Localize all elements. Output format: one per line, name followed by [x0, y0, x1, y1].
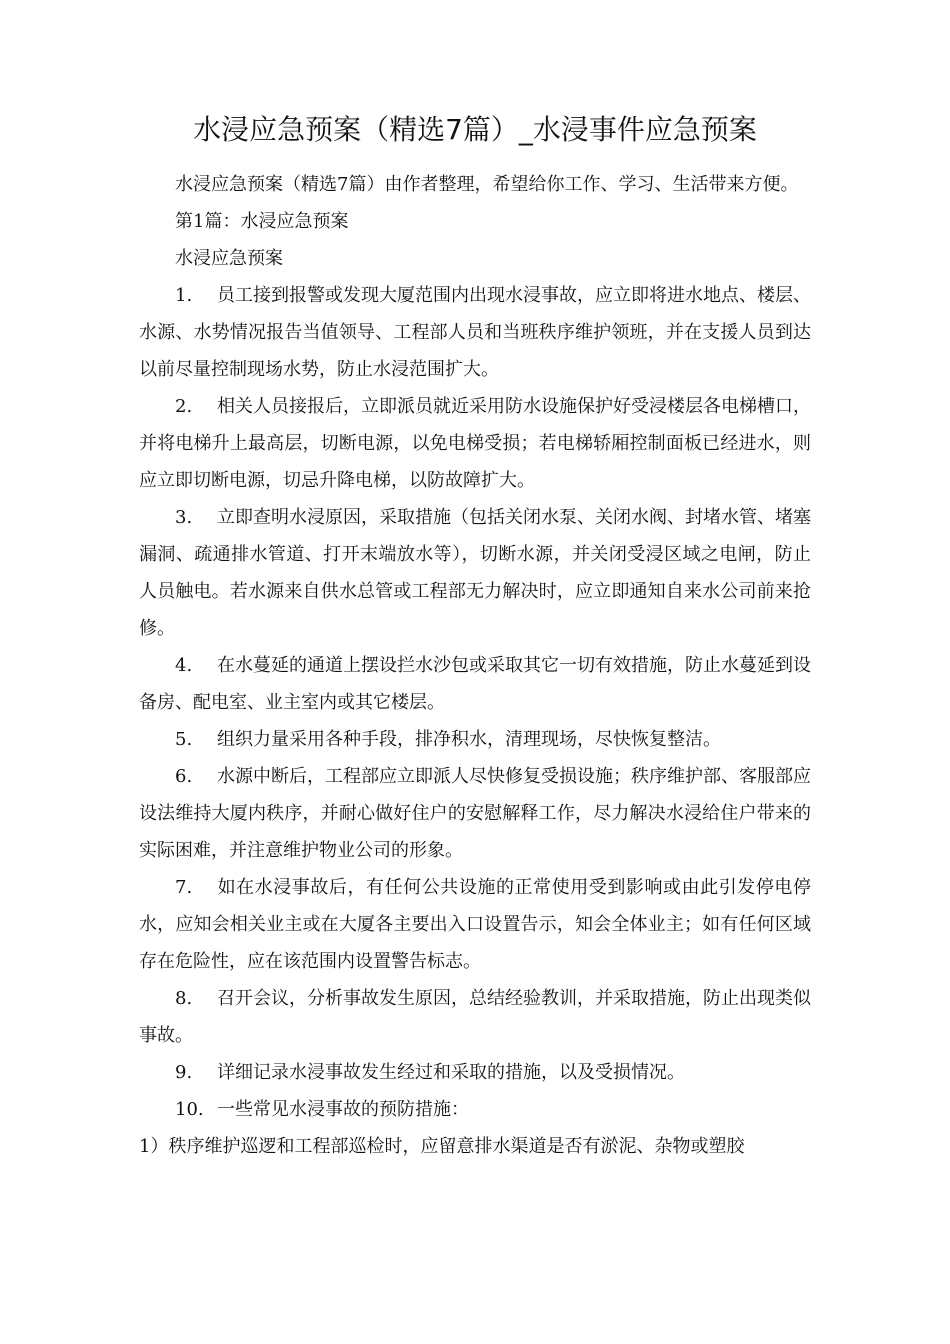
item-number: 4.	[175, 655, 193, 676]
item-text: 如在水浸事故后，有任何公共设施的正常使用受到影响或由此引发停电停水，应知会相关业主或在大厦各主要出入口设置告示，知会全体业主；如有任何区域存在危险性，应在该范围内设置警告标志。	[139, 877, 811, 972]
item-number: 5.	[175, 729, 193, 750]
item-text: 水源中断后，工程部应立即派人尽快修复受损设施；秩序维护部、客服部应设法维持大厦内秩序，并耐心做好住户的安慰解释工作，尽力解决水浸给住户带来的实际困难，并注意维护物业公司的形象。	[139, 766, 811, 861]
list-item	[139, 388, 811, 499]
list-item	[139, 758, 811, 869]
list-item	[139, 980, 811, 1054]
sub-item-text: 1）秩序维护巡逻和工程部巡检时，应留意排水渠道是否有淤泥、杂物或塑胶	[139, 1136, 745, 1157]
item-text: 员工接到报警或发现大厦范围内出现水浸事故，应立即将进水地点、楼层、水源、水势情况报告当值领导、工程部人员和当班秩序维护领班，并在支援人员到达以前尽量控制现场水势，防止水浸范围扩大。	[139, 285, 811, 380]
list-item	[139, 869, 811, 980]
list-item	[139, 721, 811, 758]
item-text: 立即查明水浸原因，采取措施（包括关闭水泵、关闭水阀、封堵水管、堵塞漏洞、疏通排水管道、打开末端放水等），切断水源，并关闭受浸区域之电闸，防止人员触电。若水源来自供水总管或工程部无力解决时，应立即通知自来水公司前来抢修。	[139, 507, 811, 639]
document-title: 水浸应急预案（精选7篇）_水浸事件应急预案	[193, 113, 757, 146]
item-number: 3.	[175, 507, 193, 528]
sub-heading: 水浸应急预案	[175, 248, 283, 269]
item-number: 10.	[175, 1099, 204, 1120]
list-item	[139, 277, 811, 388]
list-item	[139, 647, 811, 721]
list-item	[139, 1091, 811, 1128]
item-number: 8.	[175, 988, 193, 1009]
item-text: 相关人员接报后，立即派员就近采用防水设施保护好受浸楼层各电梯槽口，并将电梯升上最高层，切断电源，以免电梯受损；若电梯轿厢控制面板已经进水，则应立即切断电源，切忌升降电梯，以防故障扩大。	[139, 396, 811, 491]
item-number: 6.	[175, 766, 193, 787]
item-text: 在水蔓延的通道上摆设拦水沙包或采取其它一切有效措施，防止水蔓延到设备房、配电室、业主室内或其它楼层。	[139, 655, 811, 713]
list-item	[139, 499, 811, 647]
document-body	[139, 166, 811, 1165]
item-text: 一些常见水浸事故的预防措施：	[217, 1099, 469, 1120]
document-page	[139, 100, 811, 1165]
item-number: 7.	[175, 877, 193, 898]
intro-paragraph: 水浸应急预案（精选7篇）由作者整理，希望给你工作、学习、生活带来方便。	[175, 174, 799, 195]
item-number: 9.	[175, 1062, 193, 1083]
item-text: 召开会议，分析事故发生原因，总结经验教训，并采取措施，防止出现类似事故。	[139, 988, 811, 1046]
list-item	[139, 1054, 811, 1091]
item-text: 详细记录水浸事故发生经过和采取的措施，以及受损情况。	[217, 1062, 685, 1083]
item-number: 2.	[175, 396, 193, 417]
item-number: 1.	[175, 285, 193, 306]
item-text: 组织力量采用各种手段，排净积水，清理现场，尽快恢复整洁。	[217, 729, 721, 750]
section-heading: 第1篇：水浸应急预案	[175, 211, 349, 232]
